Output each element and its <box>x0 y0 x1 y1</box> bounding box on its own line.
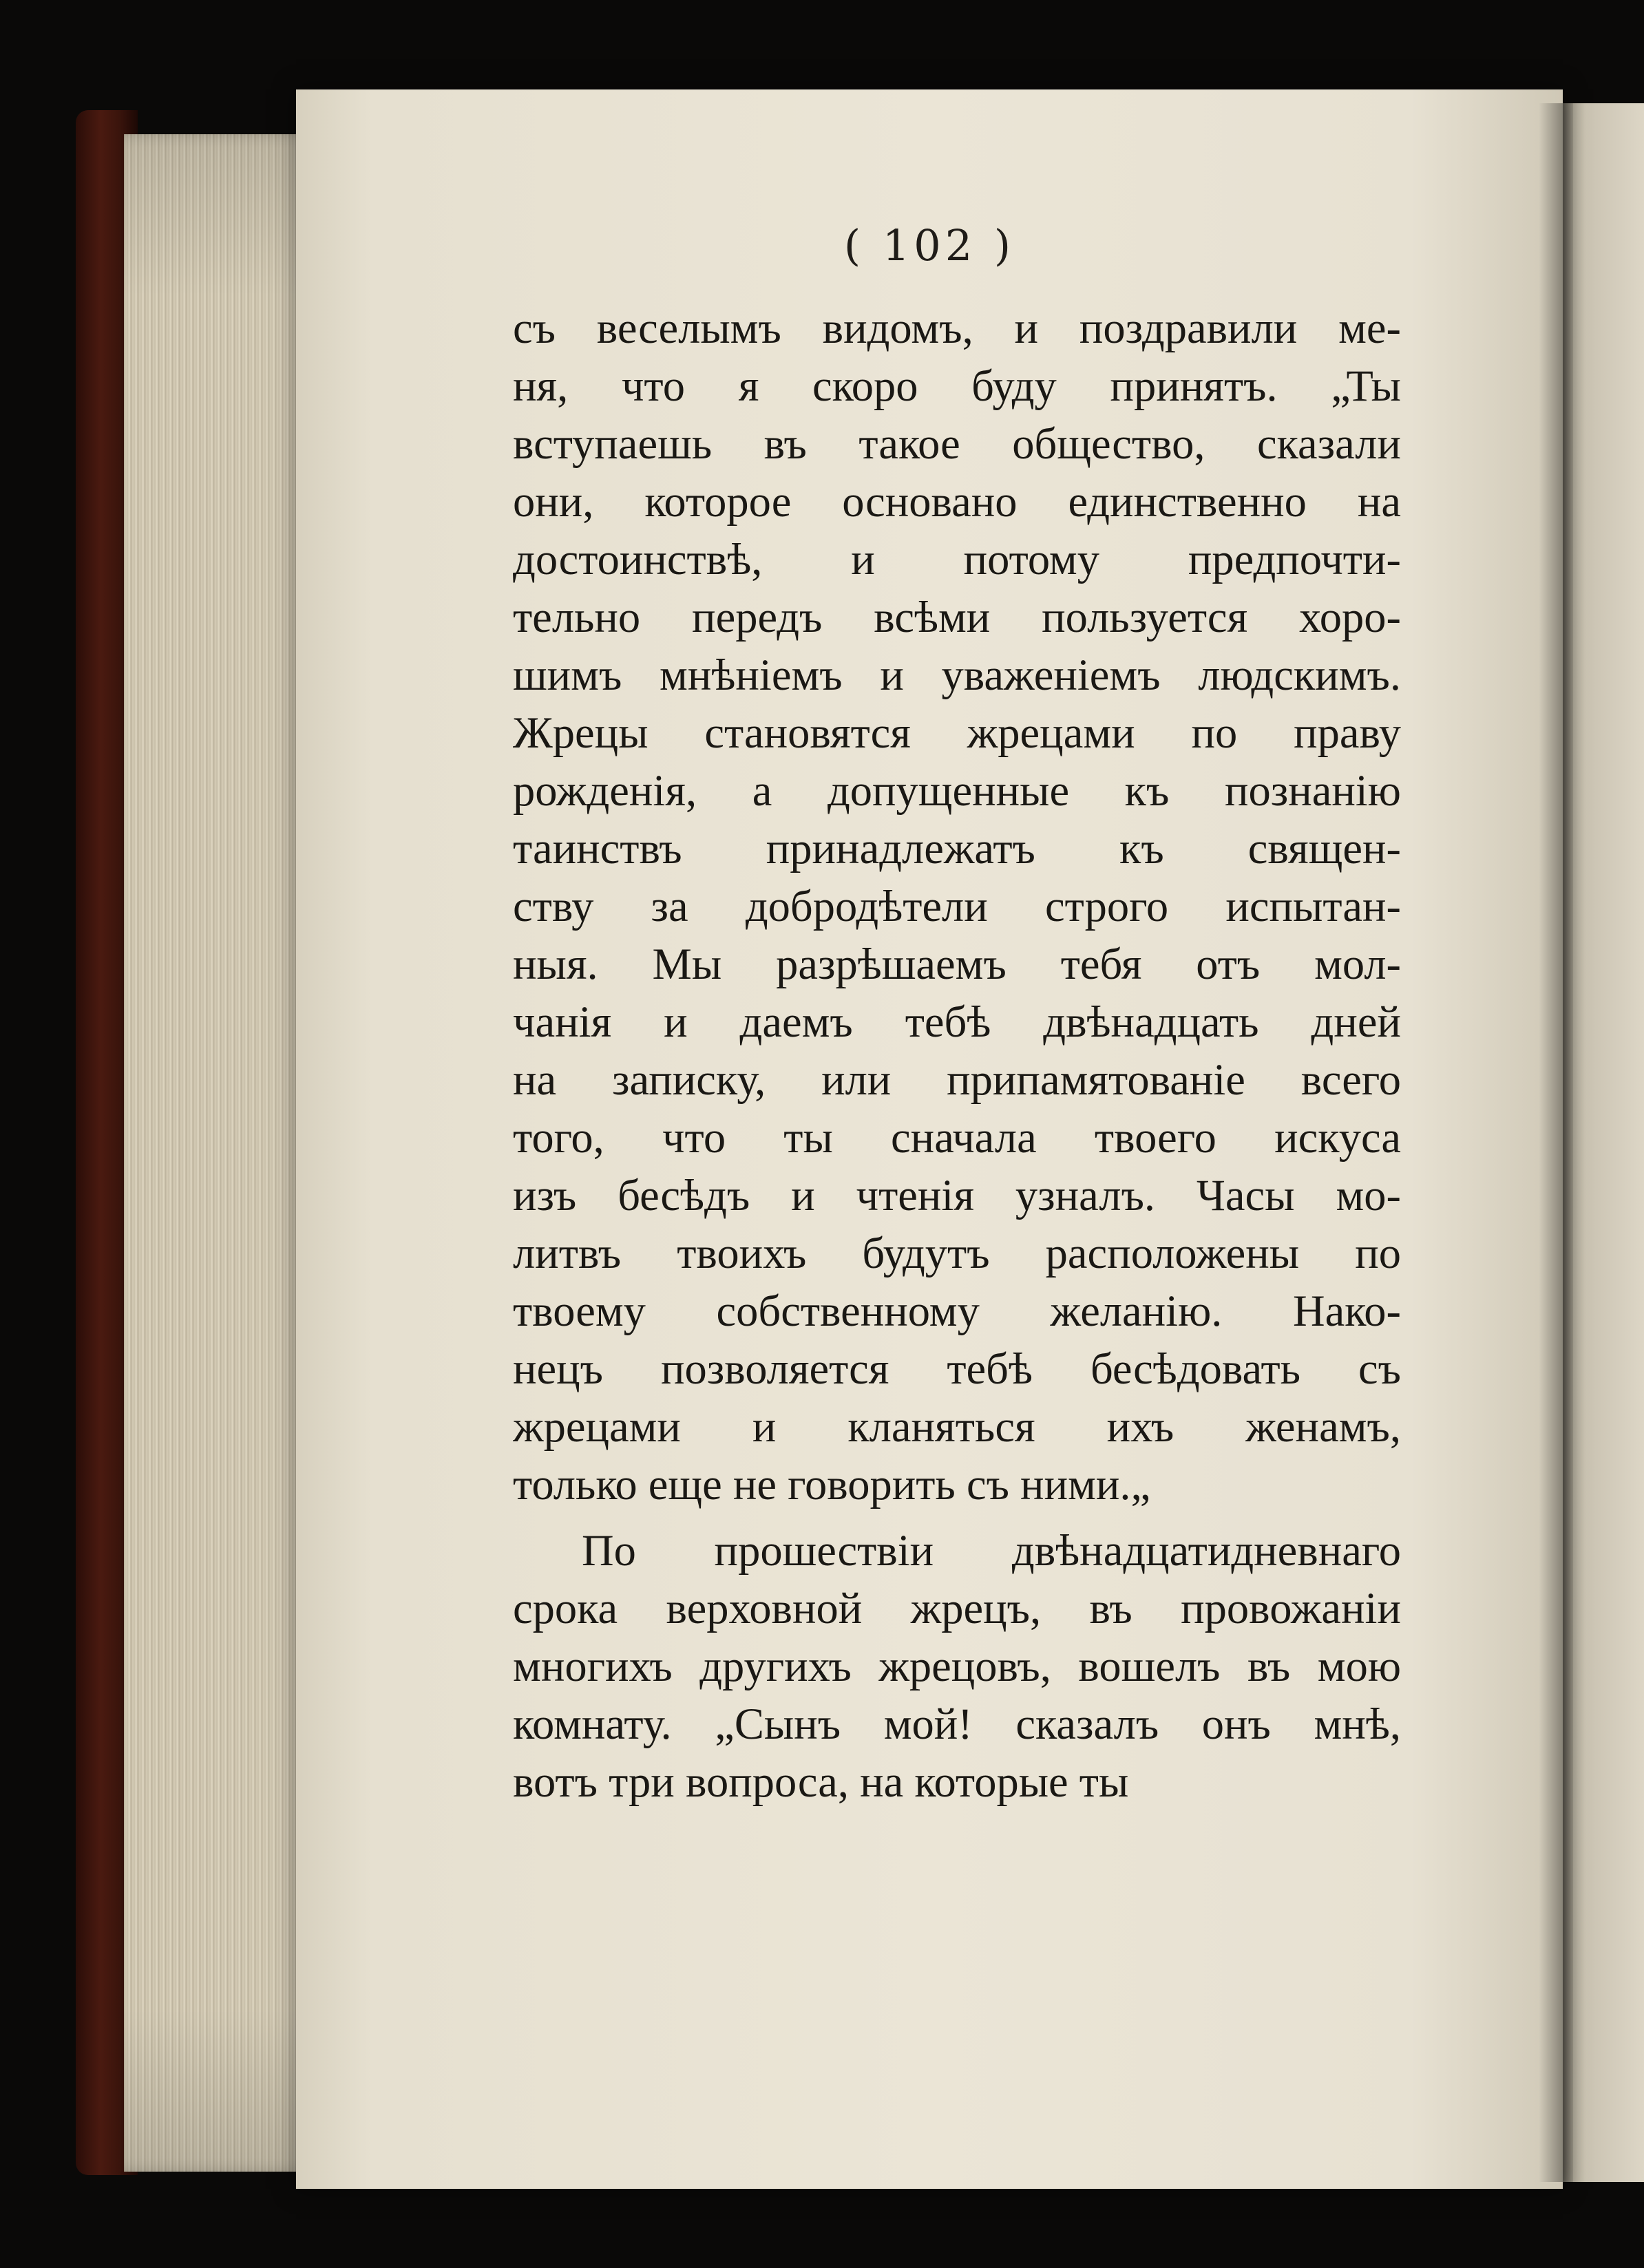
text-line: съ веселымъ видомъ, и поздравили ме- <box>513 304 1401 352</box>
page-text <box>513 299 1401 1811</box>
text-line: тельно передъ всѣми пользуется хоро- <box>513 593 1401 642</box>
text-line: изъ бесѣдъ и чтенія узналъ. Часы мо- <box>513 1171 1401 1220</box>
text-line: таинствъ принадлежатъ къ священ- <box>513 824 1401 873</box>
text-line: чанія и даемъ тебѣ двѣнадцать дней <box>513 997 1401 1046</box>
text-line: шимъ мнѣніемъ и уваженіемъ людскимъ. <box>513 650 1401 699</box>
text-line: того, что ты сначала твоего искуса <box>513 1113 1401 1162</box>
text-line: на записку, или припамятованіе всего <box>513 1055 1401 1104</box>
text-line: твоему собственному желанію. Нако- <box>513 1286 1401 1335</box>
paragraph-gap <box>513 1514 1401 1522</box>
text-line: жрецами и кланяться ихъ женамъ, <box>513 1402 1401 1451</box>
text-line: ству за добродѣтели строго испытан- <box>513 882 1401 931</box>
text-line: вотъ три вопроса, на которые ты <box>513 1757 1129 1806</box>
text-line: достоинствѣ, и потому предпочти- <box>513 535 1401 584</box>
text-line: ня, что я скоро буду принятъ. „Ты <box>513 361 1401 410</box>
text-line: нецъ позволяется тебѣ бесѣдовать съ <box>513 1344 1401 1393</box>
text-line: многихъ другихъ жрецовъ, вошелъ въ мою <box>513 1642 1401 1691</box>
text-line: срока верховной жрецъ, въ провожаніи <box>513 1584 1401 1633</box>
book-page <box>296 89 1563 2189</box>
text-line: По прошествіи двѣнадцатидневнаго <box>582 1526 1401 1575</box>
text-line: вступаешь въ такое общество, сказали <box>513 419 1401 468</box>
text-line: литвъ твоихъ будутъ расположены по <box>513 1229 1401 1278</box>
gutter-shadow <box>1539 103 1573 2182</box>
page-number: ( 102 ) <box>843 220 1015 271</box>
text-line: только еще не говорить съ ними.„ <box>513 1460 1151 1509</box>
text-line: Жрецы становятся жрецами по праву <box>513 708 1401 757</box>
text-line: они, которое основано единственно на <box>513 477 1401 526</box>
text-line: ныя. Мы разрѣшаемъ тебя отъ мол- <box>513 940 1401 988</box>
text-line: комнату. „Сынъ мой! сказалъ онъ мнѣ, <box>513 1699 1401 1748</box>
text-line: рожденія, а допущенные къ познанію <box>513 766 1401 815</box>
